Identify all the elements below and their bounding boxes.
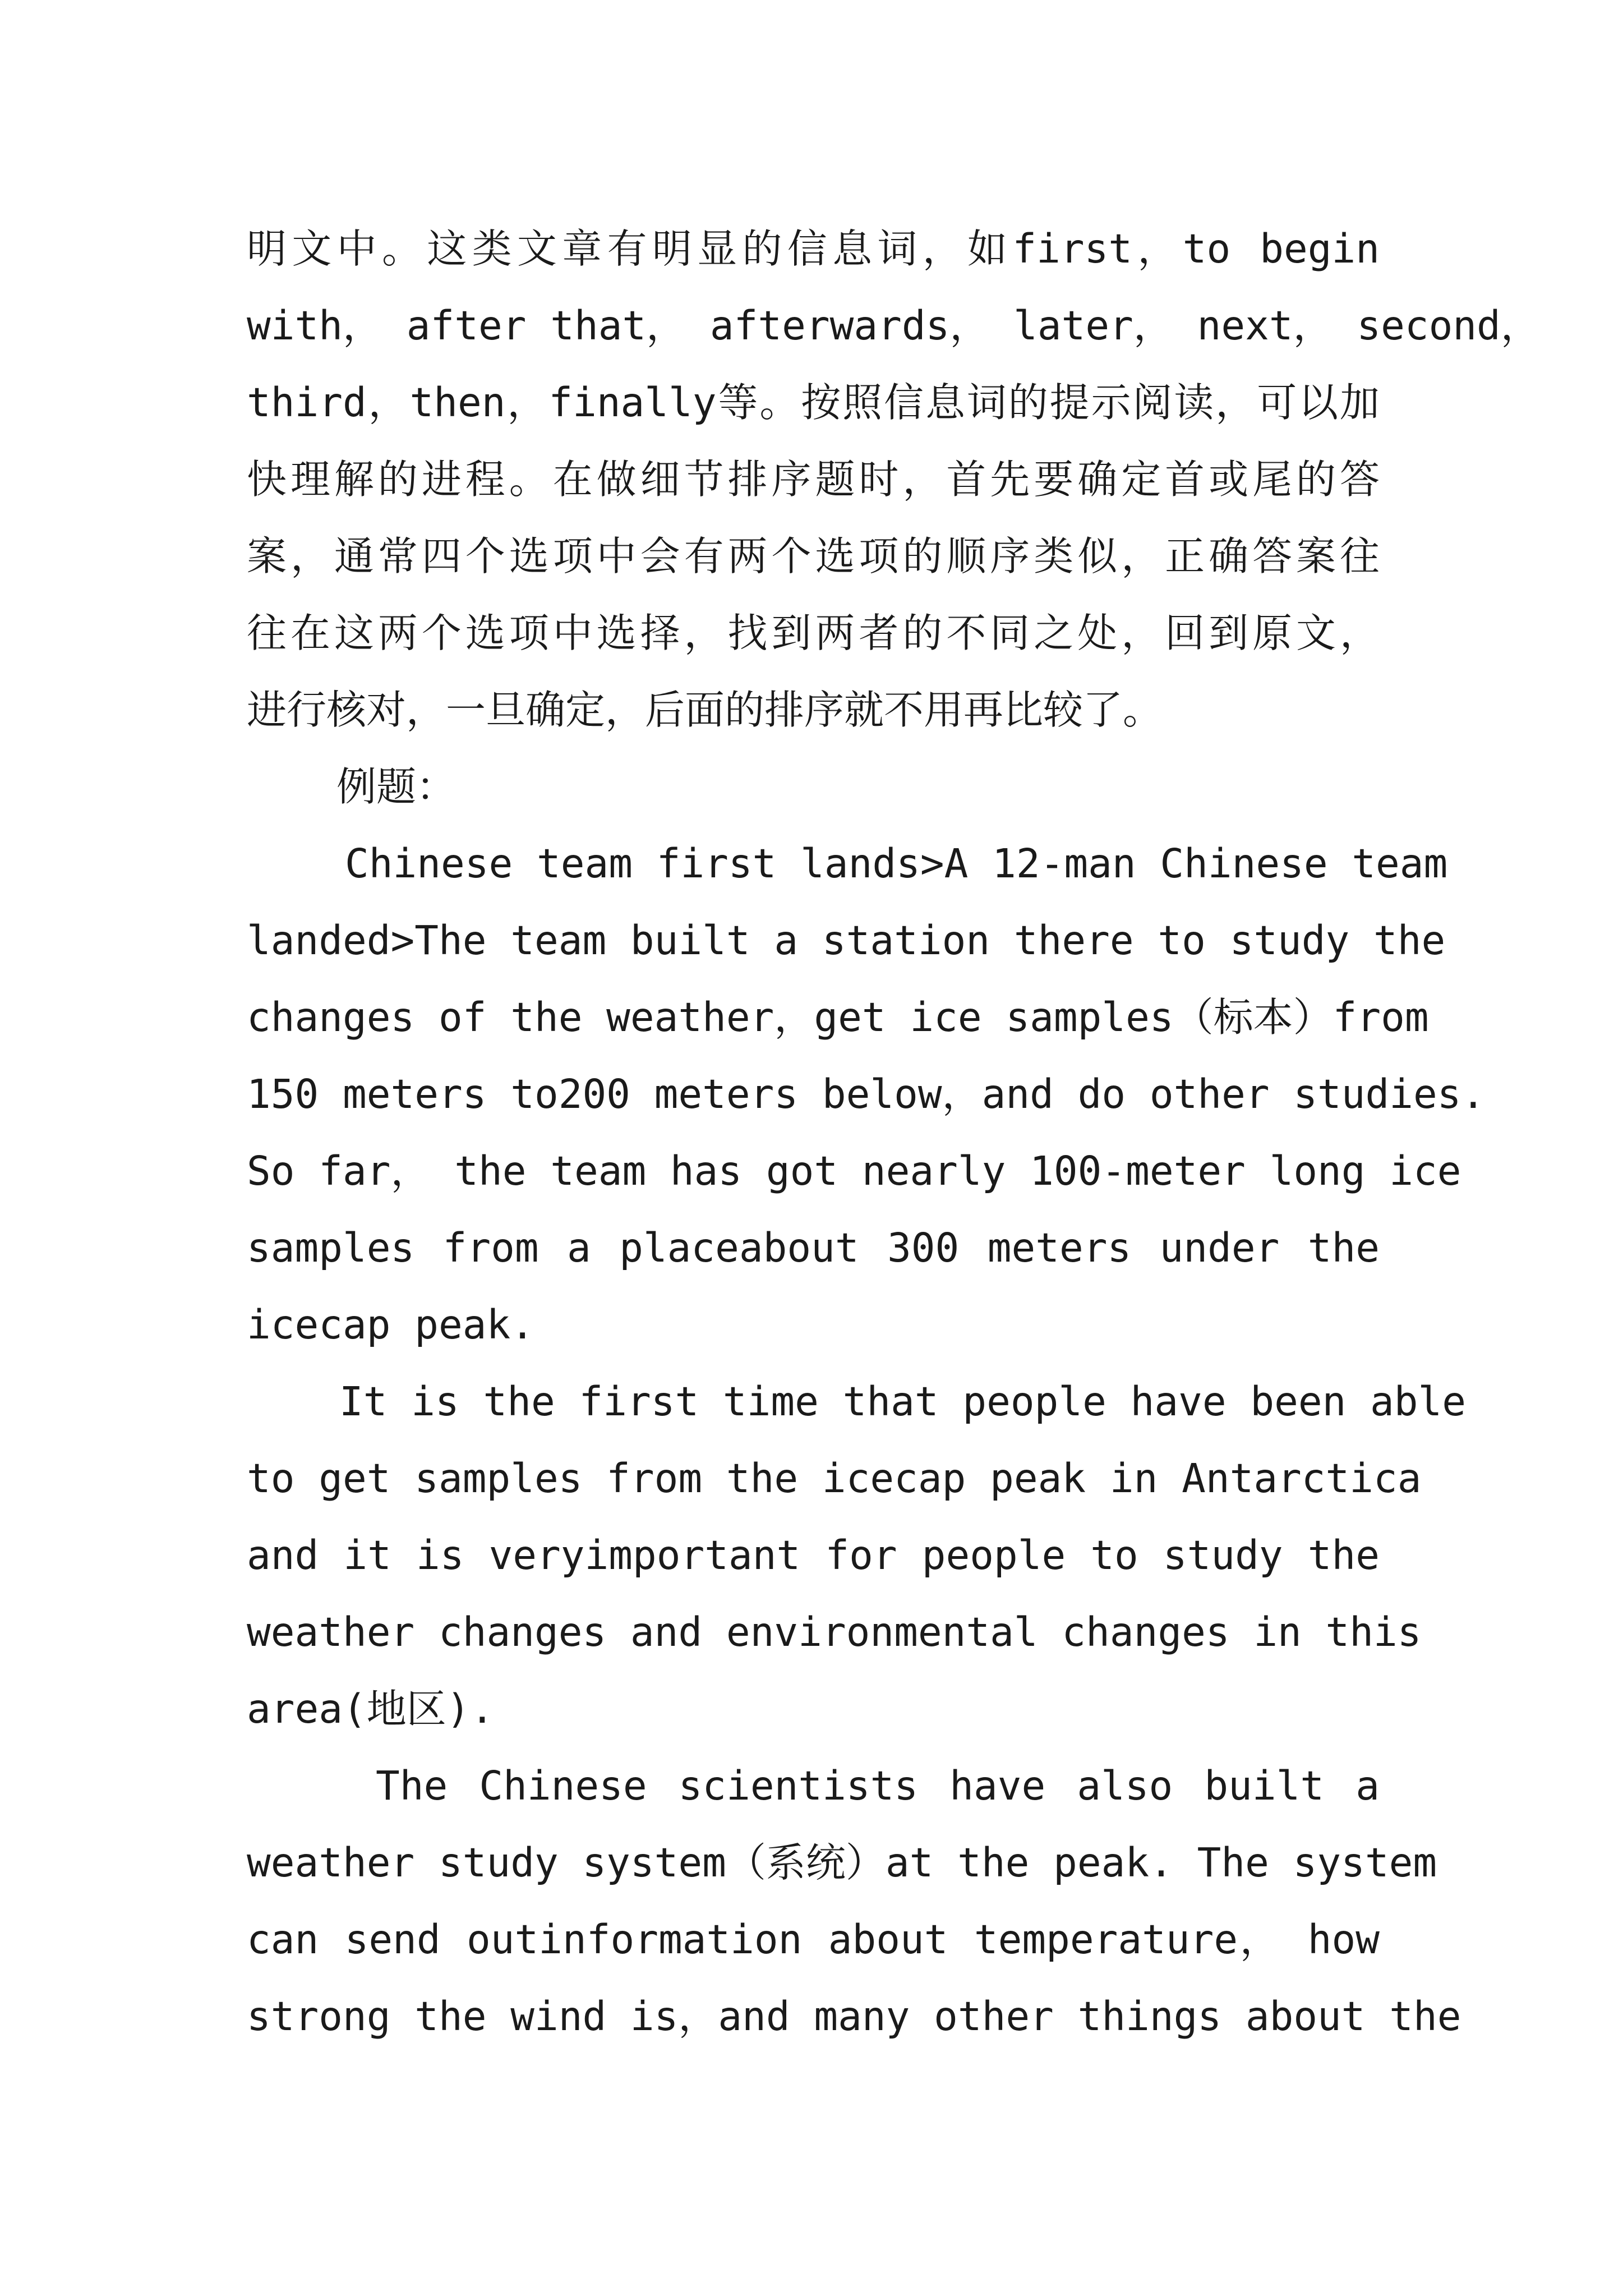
text-line: 快理解的进程。在做细节排序题时，首先要确定首或尾的答	[247, 456, 1380, 503]
text-line: The Chinese scientists have also built a	[376, 1763, 1380, 1809]
text-line: samples from a placeabout 300 meters under the	[247, 1225, 1380, 1271]
text-line: 明文中。这类文章有明显的信息词，如first，to begin	[247, 226, 1380, 272]
text-line: with， after that， afterwards， later， next， second，	[247, 302, 1541, 349]
text-line: changes of the weather，get ice samples（标本）from	[247, 994, 1429, 1041]
text-line: third，then，finally等。按照信息词的提示阅读，可以加	[247, 379, 1380, 426]
text-line: 150 meters to200 meters below，and do other studies.	[247, 1071, 1486, 1117]
text-line: can send outinformation about temperature， how	[247, 1916, 1380, 1963]
text-line: icecap peak.	[247, 1301, 534, 1348]
text-line: weather study system（系统）at the peak. The system	[247, 1839, 1437, 1886]
text-line: Chinese team first lands>A 12-man Chinese team	[345, 840, 1448, 887]
text-line: area(地区).	[247, 1686, 495, 1732]
text-line: So far， the team has got nearly 100-meter long ice	[247, 1148, 1461, 1194]
text-line: 进行核对，一旦确定，后面的排序就不用再比较了。	[247, 687, 1163, 733]
text-line: 案，通常四个选项中会有两个选项的顺序类似，正确答案往	[247, 533, 1380, 579]
example-heading: 例题：	[336, 763, 457, 810]
text-line: strong the wind is，and many other things about the	[247, 1993, 1461, 2040]
document-body	[247, 210, 1541, 2055]
text-line: to get samples from the icecap peak in Antarctica	[247, 1455, 1422, 1502]
text-line: landed>The team built a station there to study the	[247, 917, 1446, 964]
text-line: and it is veryimportant for people to study the	[247, 1532, 1380, 1579]
text-line: 往在这两个选项中选择，找到两者的不同之处，回到原文，	[247, 610, 1380, 656]
text-line: weather changes and environmental changes in this	[247, 1609, 1422, 1655]
text-line: It is the first time that people have been able	[339, 1378, 1467, 1425]
